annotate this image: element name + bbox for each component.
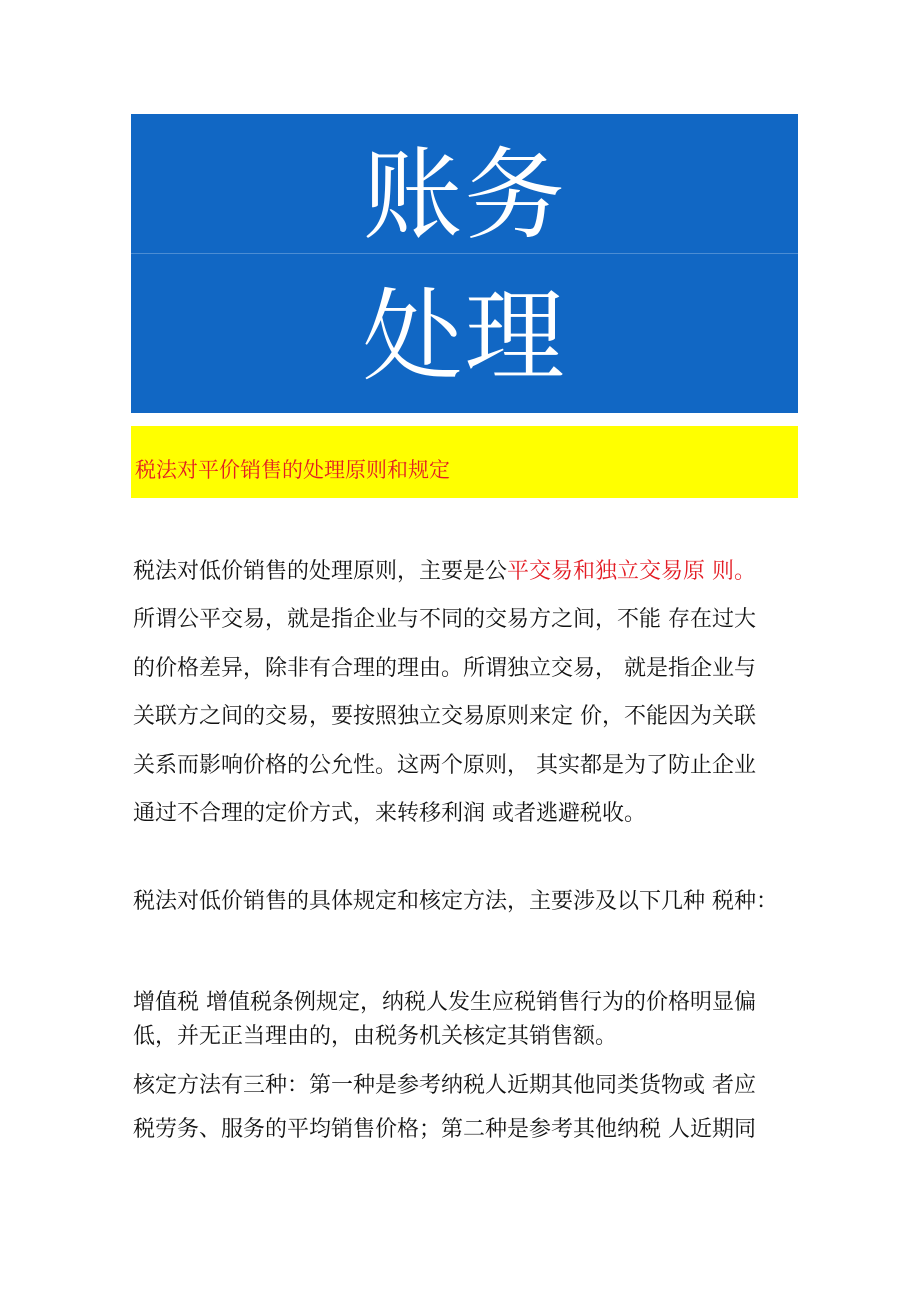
banner-divider <box>131 253 798 254</box>
subtitle-bar <box>131 426 798 498</box>
paragraph-line: 关系而影响价格的公允性。这两个原则， 其实都是为了防止企业 <box>133 752 756 778</box>
paragraph-line: 核定方法有三种：第一种是参考纳税人近期其他同类货物或 者应 <box>133 1073 756 1098</box>
paragraph-methods <box>133 1064 756 1152</box>
paragraph-tax-types <box>133 884 778 920</box>
banner-title-line-2: 处理 <box>362 278 567 395</box>
paragraph-line: 税劳务、服务的平均销售价格；第二种是参考其他纳税 人近期同 <box>133 1117 756 1142</box>
paragraph-line <box>133 548 756 596</box>
paragraph-line: 的价格差异，除非有合理的理由。所谓独立交易， 就是指企业与 <box>133 655 756 681</box>
paragraph-vat <box>133 986 756 1054</box>
paragraph-line: 增值税 增值税条例规定，纳税人发生应税销售行为的价格明显偏 <box>133 990 756 1015</box>
paragraph-line: 通过不合理的定价方式，来转移利润 或者逃避税收。 <box>133 801 646 827</box>
text-run: 税法对低价销售的处理原则，主要是公 <box>133 559 508 584</box>
paragraph-line: 关联方之间的交易，要按照独立交易原则来定 价，不能因为关联 <box>133 704 756 730</box>
paragraph-principles <box>133 548 756 838</box>
banner-title-line-1: 账务 <box>362 137 567 254</box>
subtitle-text: 税法对平价销售的处理原则和规定 <box>135 458 450 482</box>
paragraph-line: 低，并无正当理由的，由税务机关核定其销售额。 <box>133 1024 618 1049</box>
paragraph-line: 税法对低价销售的具体规定和核定方法，主要涉及以下几种 税种： <box>133 889 778 914</box>
paragraph-line: 所谓公平交易，就是指企业与不同的交易方之间，不能 存在过大 <box>133 607 756 633</box>
highlight-text: 平交易和独立交易原 则。 <box>507 559 757 584</box>
title-banner <box>131 114 798 413</box>
